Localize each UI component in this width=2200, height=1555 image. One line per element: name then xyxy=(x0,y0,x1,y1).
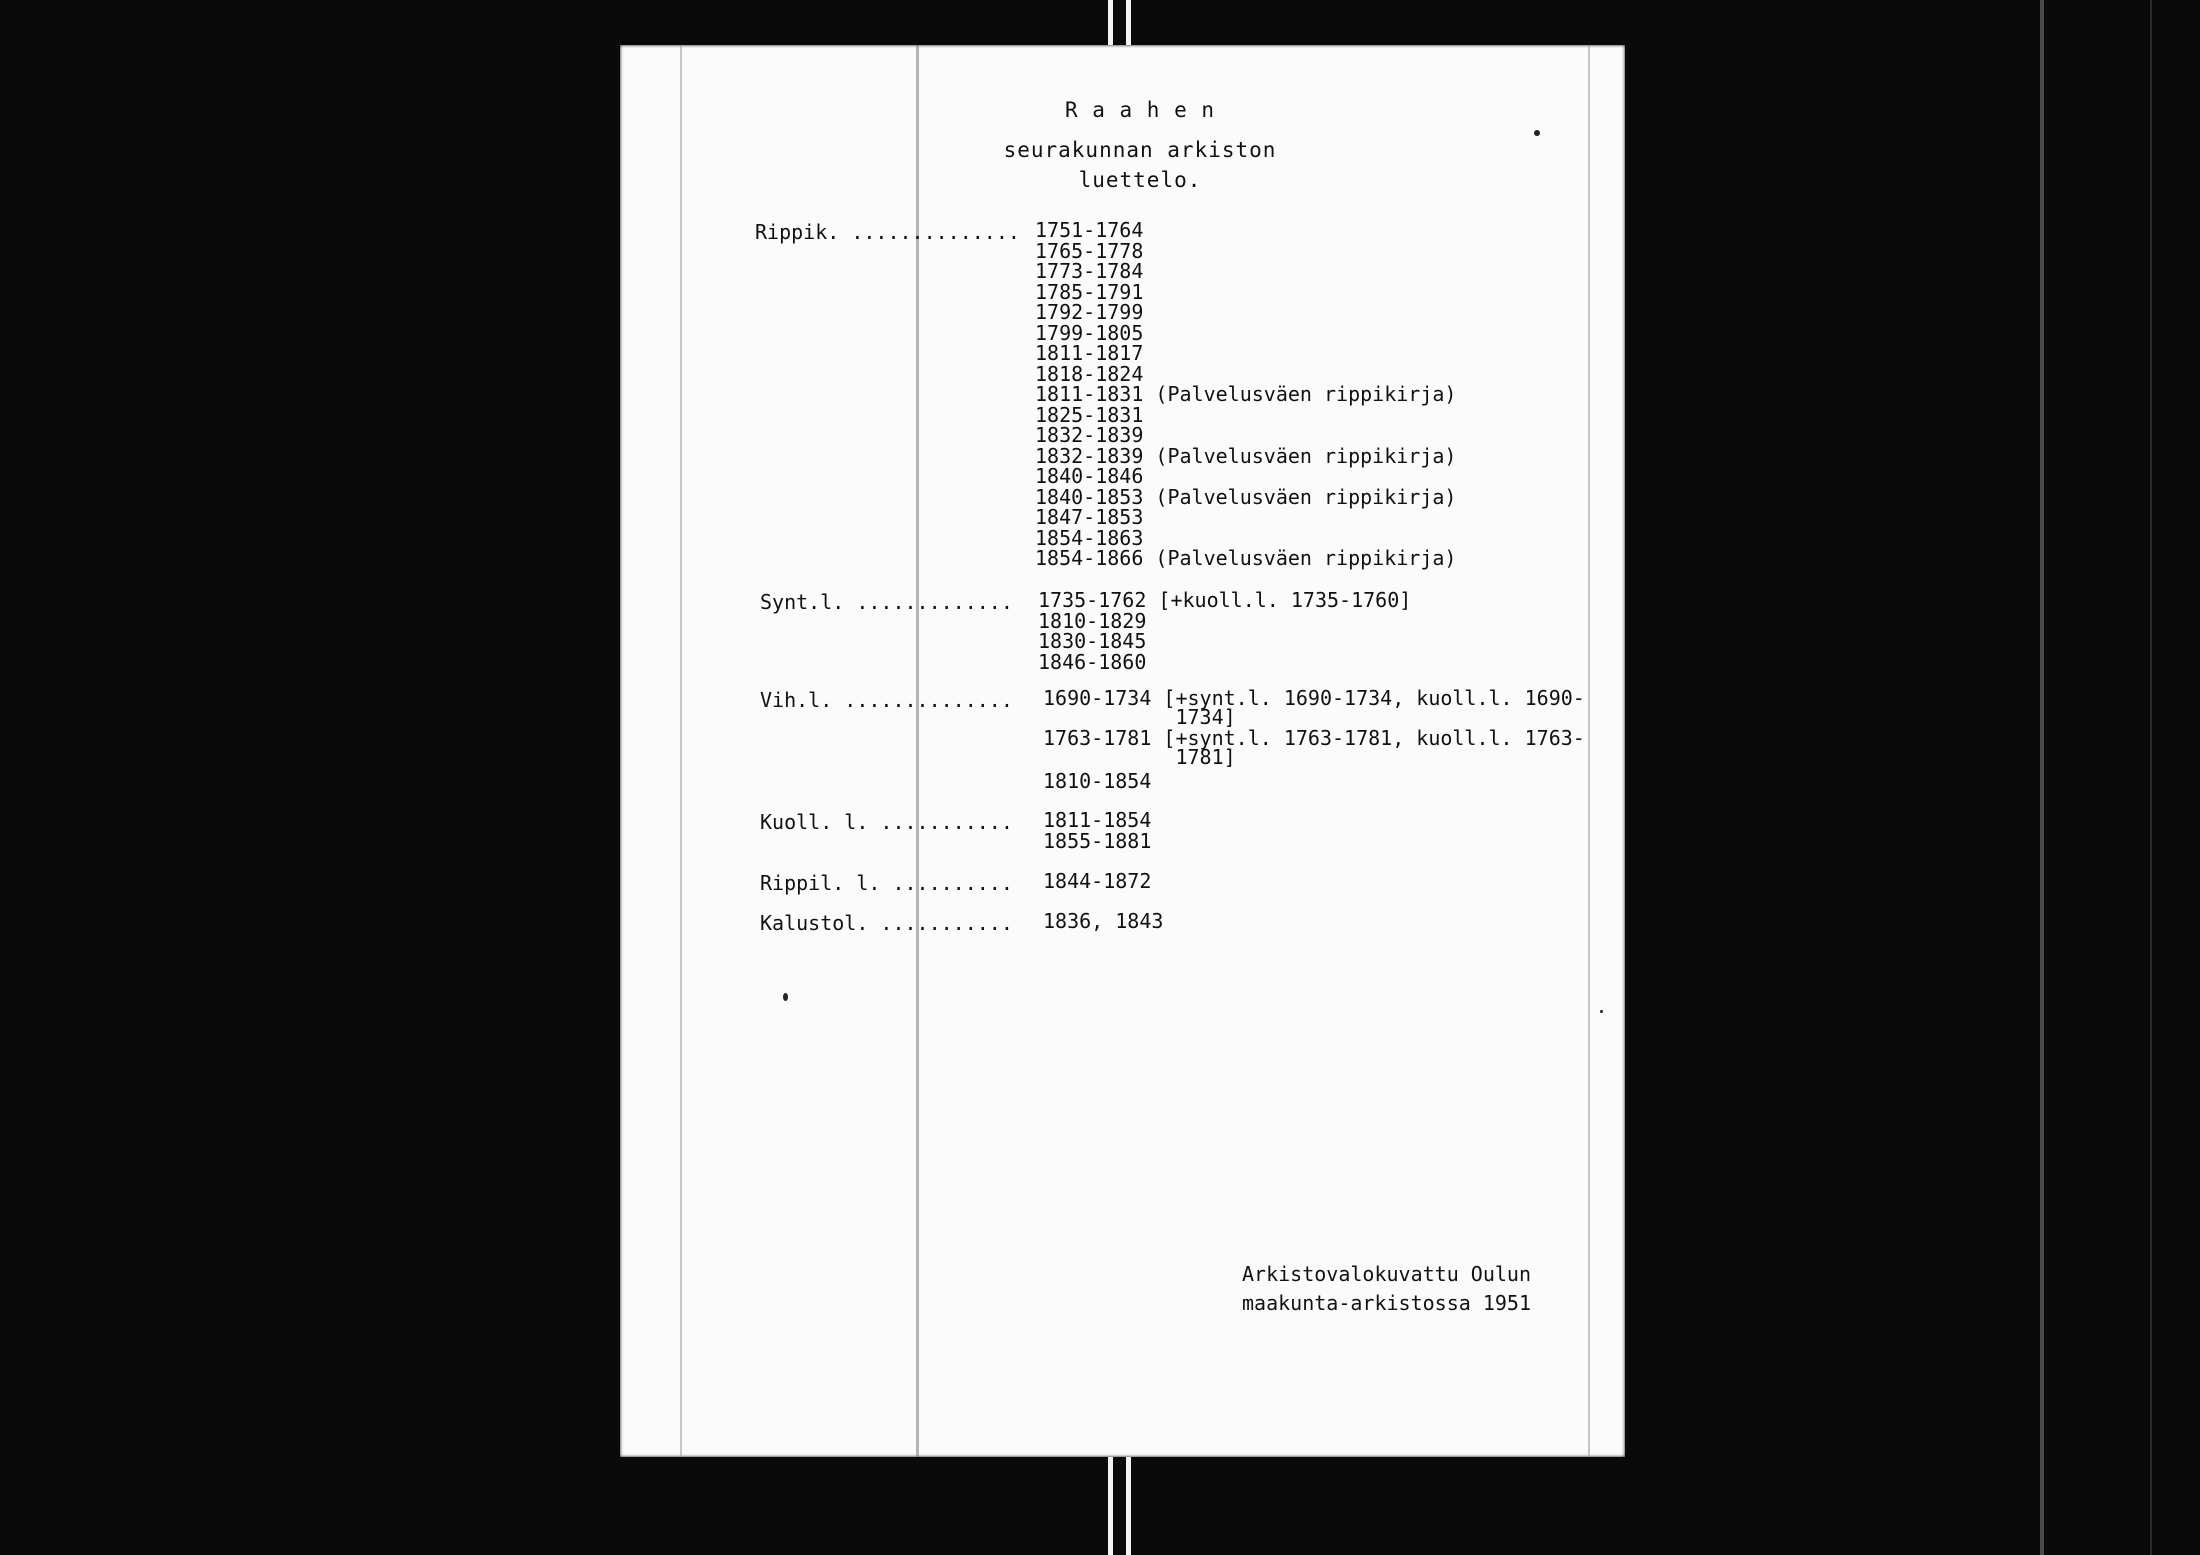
film-stripe-top-left xyxy=(1108,0,1113,45)
archive-stamp-line-2: maakunta-arkistossa 1951 xyxy=(1242,1291,1531,1315)
fold-line-left xyxy=(680,45,682,1457)
archive-stamp-line-1: Arkistovalokuvattu Oulun xyxy=(1242,1262,1531,1286)
list-item: 1818-1824 xyxy=(1035,361,1144,386)
section-label-rippil: Rippil. l. .......... xyxy=(760,871,1013,895)
section-label-vih: Vih.l. .............. xyxy=(760,688,1013,712)
list-item: 1832-1839 (Palvelusväen rippikirja) xyxy=(1035,443,1457,468)
list-item: 1836, 1843 xyxy=(1043,909,1164,933)
section-label-rippik: Rippik. .............. xyxy=(755,220,1020,244)
list-item: 1735-1762 [+kuoll.l. 1735-1760] xyxy=(1038,588,1412,612)
list-item: 1773-1784 xyxy=(1035,259,1144,283)
archive-title: R a a h e n xyxy=(1064,98,1216,122)
film-edge-right xyxy=(2040,0,2044,1555)
list-item: 1690-1734 [+synt.l. 1690-1734, kuoll.l. 1690- xyxy=(1043,686,1585,710)
document-page xyxy=(620,45,1625,1457)
list-item: 1844-1872 xyxy=(1043,869,1152,893)
list-item: 1847-1853 xyxy=(1035,505,1144,529)
ink-speck xyxy=(783,993,788,1001)
list-item: 1781] xyxy=(1043,745,1236,769)
fold-line-center xyxy=(916,45,919,1457)
list-item: 1811-1854 xyxy=(1043,808,1152,832)
list-item: 1810-1829 xyxy=(1038,608,1147,633)
list-item: 1785-1791 xyxy=(1035,279,1144,304)
section-label-kalustol: Kalustol. ........... xyxy=(760,911,1013,935)
archive-subtitle-2: luettelo. xyxy=(1078,168,1202,192)
film-stripe-bottom-left xyxy=(1108,1455,1113,1555)
ink-speck xyxy=(1600,1010,1603,1013)
film-stripe-bottom-right xyxy=(1126,1455,1131,1555)
list-item: 1763-1781 [+synt.l. 1763-1781, kuoll.l. 1763- xyxy=(1043,726,1585,750)
section-label-kuoll: Kuoll. l. ........... xyxy=(760,810,1013,834)
list-item: 1830-1845 xyxy=(1038,629,1147,653)
list-item: 1751-1764 xyxy=(1035,218,1144,242)
list-item: 1825-1831 xyxy=(1035,402,1144,427)
film-stripe-top-right xyxy=(1126,0,1131,45)
list-item: 1840-1853 (Palvelusväen rippikirja) xyxy=(1035,484,1457,509)
ink-speck xyxy=(1534,130,1540,136)
list-item: 1854-1863 xyxy=(1035,525,1144,550)
list-item: 1855-1881 xyxy=(1043,828,1152,853)
list-item: 1765-1778 xyxy=(1035,238,1144,263)
list-item: 1854-1866 (Palvelusväen rippikirja) xyxy=(1035,546,1457,570)
list-item: 1734] xyxy=(1043,705,1236,729)
fold-line-right xyxy=(1588,45,1590,1457)
archive-subtitle: seurakunnan arkiston xyxy=(1003,138,1277,162)
list-item: 1811-1831 (Palvelusväen rippikirja) xyxy=(1035,382,1457,406)
list-item: 1811-1817 xyxy=(1035,341,1144,365)
list-item: 1846-1860 xyxy=(1038,649,1147,674)
list-item: 1799-1805 xyxy=(1035,320,1144,345)
list-item: 1810-1854 xyxy=(1043,769,1152,793)
section-label-synt: Synt.l. ............. xyxy=(760,590,1013,614)
list-item: 1792-1799 xyxy=(1035,300,1144,324)
list-item: 1832-1839 xyxy=(1035,423,1144,447)
film-edge-left xyxy=(2150,0,2152,1555)
list-item: 1840-1846 xyxy=(1035,464,1144,488)
